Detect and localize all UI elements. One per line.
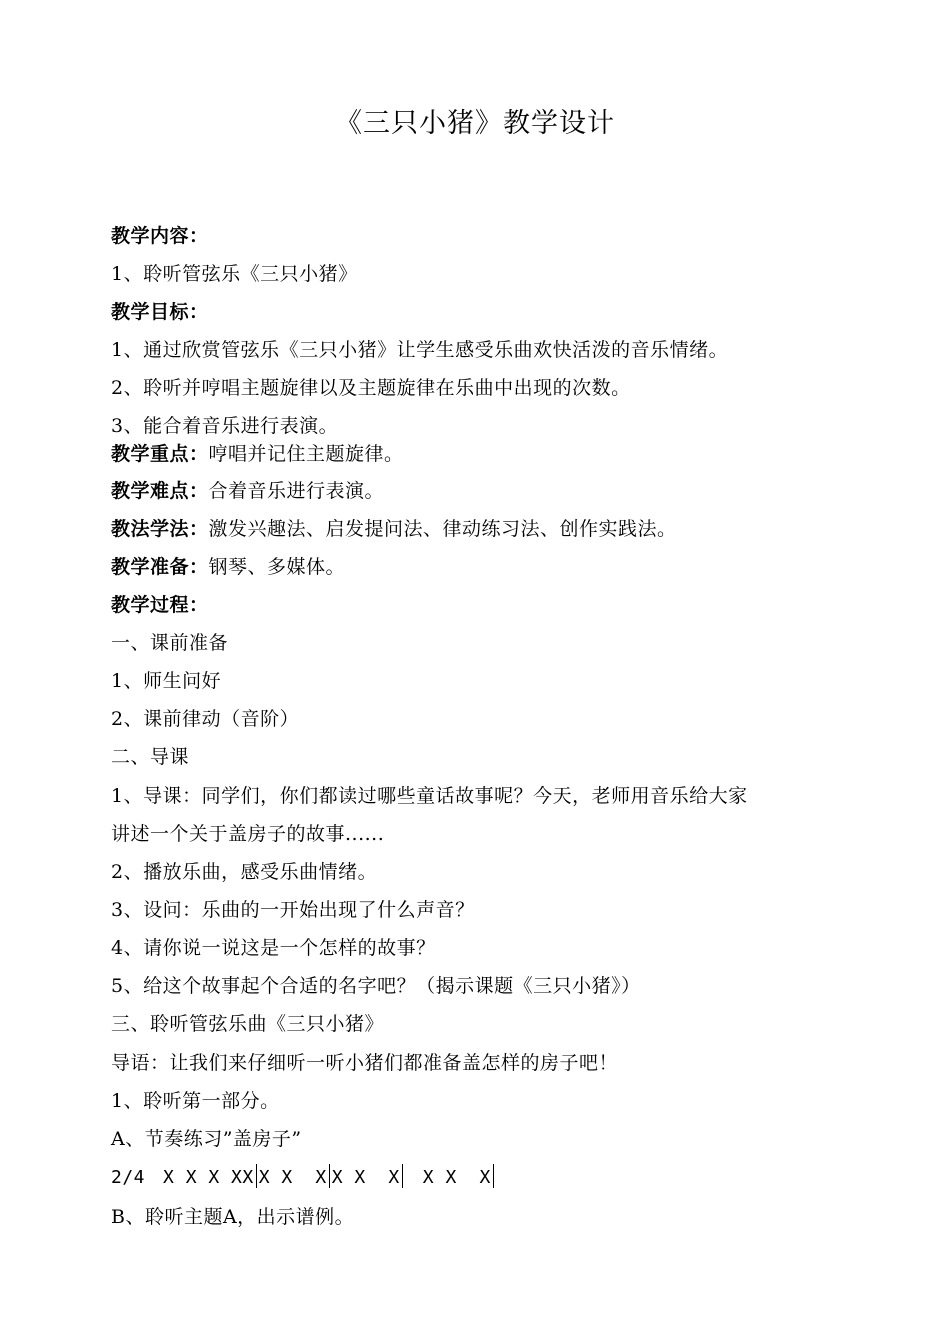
difficulty-label: 教学难点： xyxy=(111,480,209,502)
goal-item-3: 3、能合着音乐进行表演。 xyxy=(111,415,339,437)
process-line: 一、课前准备 xyxy=(111,632,229,654)
process-line: 5、给这个故事起个合适的名字吧？（揭示课题《三只小猪》） xyxy=(111,975,641,997)
process-line: 二、导课 xyxy=(111,746,190,768)
content-item-1: 1、聆听管弦乐《三只小猪》 xyxy=(111,263,358,285)
rhythm-meter: 2/4 xyxy=(111,1167,146,1188)
process-line: 2、播放乐曲，感受乐曲情绪。 xyxy=(111,861,378,883)
process-heading xyxy=(111,591,851,619)
content-heading xyxy=(111,222,851,250)
process-label: 教学过程： xyxy=(111,594,209,616)
process-line: 导语：让我们来仔细听一听小猪们都准备盖怎样的房子吧！ xyxy=(111,1052,619,1074)
process-line: A、节奏练习”盖房子” xyxy=(111,1128,302,1150)
barline xyxy=(256,1164,257,1188)
rhythm-measure: X X X xyxy=(331,1167,400,1188)
key-point-label: 教学重点： xyxy=(111,443,209,465)
process-line: 1、聆听第一部分。 xyxy=(111,1090,280,1112)
barline xyxy=(493,1164,494,1188)
method-label: 教法学法： xyxy=(111,518,209,540)
goal-item-1: 1、通过欣赏管弦乐《三只小猪》让学生感受乐曲欢快活泼的音乐情绪。 xyxy=(111,339,729,361)
method-line xyxy=(111,515,851,543)
page-title: 《三只小猪》教学设计 xyxy=(335,108,615,139)
process-line: 讲述一个关于盖房子的故事...... xyxy=(111,823,385,845)
key-point-line xyxy=(111,440,851,468)
process-line: 1、导课：同学们，你们都读过哪些童话故事呢？今天，老师用音乐给大家 xyxy=(111,785,748,807)
content-label: 教学内容： xyxy=(111,225,209,247)
process-line: 1、师生问好 xyxy=(111,670,222,692)
process-line: 3、设问：乐曲的一开始出现了什么声音？ xyxy=(111,899,475,921)
rhythm-measure: X X X xyxy=(422,1167,491,1188)
process-line: 4、请你说一说这是一个怎样的故事？ xyxy=(111,937,436,959)
barline xyxy=(329,1164,330,1188)
goals-heading xyxy=(111,298,851,326)
method-text: 激发兴趣法、启发提问法、律动练习法、创作实践法。 xyxy=(208,518,677,540)
rhythm-line xyxy=(111,1164,851,1192)
key-point-text: 哼唱并记住主题旋律。 xyxy=(208,443,404,465)
prep-line xyxy=(111,553,851,581)
difficulty-text: 合着音乐进行表演。 xyxy=(208,480,385,502)
prep-text: 钢琴、多媒体。 xyxy=(208,556,346,578)
process-line: 2、课前律动（音阶） xyxy=(111,708,300,730)
rhythm-measure: X X X XX xyxy=(163,1167,254,1188)
rhythm-measure: X X X xyxy=(258,1167,327,1188)
process-line: 三、聆听管弦乐曲《三只小猪》 xyxy=(111,1013,385,1035)
goals-label: 教学目标： xyxy=(111,301,209,323)
goal-item-2: 2、聆听并哼唱主题旋律以及主题旋律在乐曲中出现的次数。 xyxy=(111,377,631,399)
difficulty-line xyxy=(111,477,851,505)
prep-label: 教学准备： xyxy=(111,556,209,578)
last-line: B、聆听主题A，出示谱例。 xyxy=(111,1206,355,1228)
barline xyxy=(402,1164,403,1188)
